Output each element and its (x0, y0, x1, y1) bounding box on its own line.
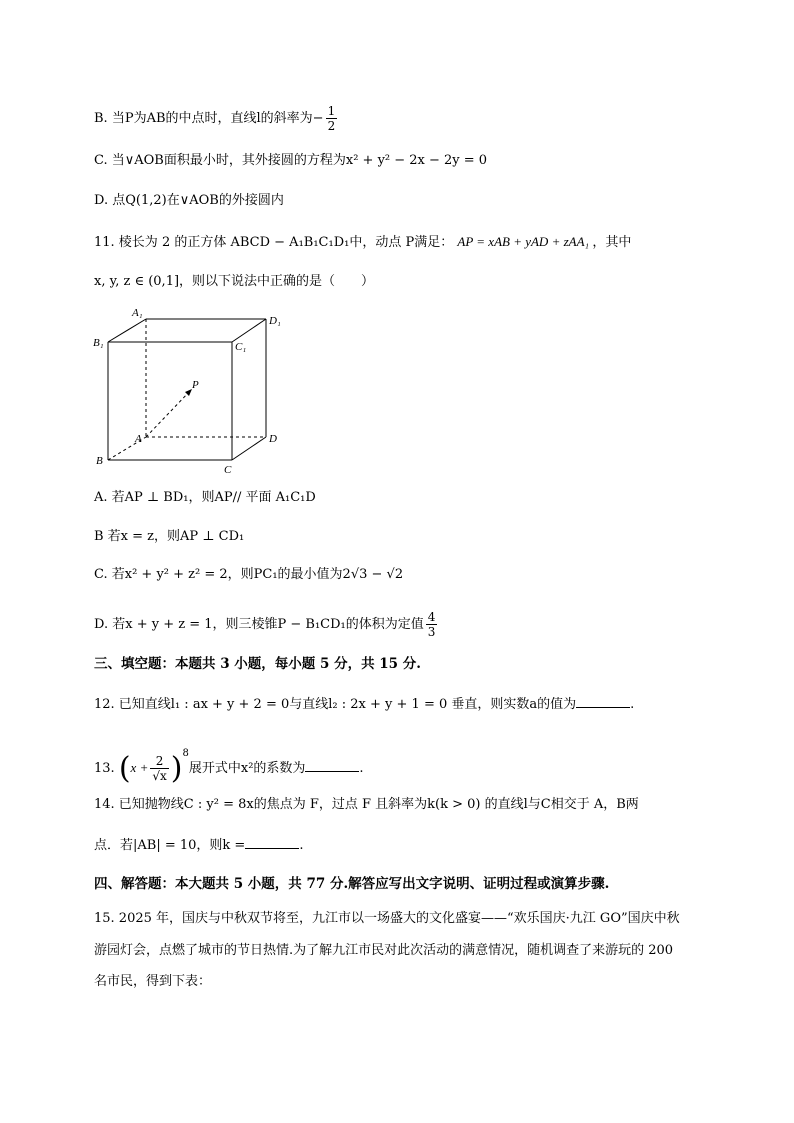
question-11-line-1 (94, 233, 631, 252)
q13-text: 展开式中x²的系数为 (188, 761, 306, 776)
q13-right-paren: ) (170, 750, 183, 786)
section-3-heading: 三、填空题：本题共 3 小题，每小题 5 分，共 15 分. (94, 656, 421, 672)
q13-left-paren: ( (118, 750, 131, 786)
frac-denominator: 2 (327, 119, 336, 133)
label-c: C (224, 464, 232, 476)
question-14-line-2 (94, 836, 303, 855)
label-b1: B₁ (93, 337, 104, 349)
option-b-sign: − (312, 111, 324, 126)
question-13 (94, 737, 364, 786)
frac-numerator: 1 (327, 104, 336, 118)
q13-x-plus: x + (130, 760, 149, 775)
q11-option-d-fraction (426, 610, 438, 639)
q11-option-b: B 若x = z，则AP ⊥ CD₁ (94, 529, 245, 544)
edge-c-d (232, 437, 266, 460)
option-d: D. 点Q(1,2)在∨AOB的外接圆内 (94, 193, 284, 208)
q11-option-a: A. 若AP ⊥ BD₁，则AP// 平面 A₁C₁D (94, 490, 316, 505)
q12-answer-blank (576, 695, 630, 708)
edge-b1-a1 (108, 319, 146, 342)
q11-vector-equation (457, 234, 592, 249)
question-11-line-2: x, y, z ∈ (0,1]，则以下说法中正确的是（ ） (94, 274, 375, 289)
q11-option-d-text: D. 若x + y + z = 1，则三棱锥P − B₁CD₁的体积为定值 (94, 617, 424, 632)
edge-c1-d1 (232, 319, 266, 342)
frac-numerator: 4 (427, 610, 436, 624)
frac-denominator: 3 (427, 625, 436, 639)
option-b (94, 104, 339, 133)
q13-end: . (359, 761, 364, 776)
cube-figure (88, 304, 288, 476)
label-a: A (135, 433, 142, 445)
label-d: D (269, 433, 277, 445)
question-15-line-3: 名市民，得到下表： (94, 974, 212, 989)
label-a1: A₁ (132, 307, 143, 319)
option-b-fraction (326, 104, 338, 133)
q11-stem-end: ，其中 (592, 235, 632, 250)
option-b-text: B. 当P为AB的中点时，直线l的斜率为 (94, 111, 313, 126)
q11-option-d (94, 610, 439, 639)
question-14-line-1: 14. 已知抛物线C : y² = 8x的焦点为 F，过点 F 且斜率为k(k > 0) 的直线l与C相交于 A，B两 (94, 797, 639, 812)
frac-numerator: 2 (150, 754, 168, 769)
q14-answer-blank (245, 836, 299, 849)
label-b: B (96, 455, 103, 467)
q13-fraction (150, 754, 168, 783)
label-c1: C₁ (235, 341, 247, 353)
vector-expression: AP = xAB + yAD + zAA₁ (457, 234, 590, 249)
question-15-line-1: 15. 2025 年，国庆与中秋双节将至，九江市以一场盛大的文化盛宴——“欢乐国庆·九江 GO”国庆中秋 (94, 911, 680, 926)
q14-text: 点．若|AB| = 10，则k = (94, 838, 246, 853)
q11-option-c: C. 若x² + y² + z² = 2，则PC₁的最小值为2√3 − √2 (94, 567, 404, 582)
option-c: C. 当∨AOB面积最小时，其外接圆的方程为x² + y² − 2x − 2y = 0 (94, 153, 488, 168)
q12-text: 12. 已知直线l₁ : ax + y + 2 = 0与直线l₂ : 2x + y + 1 = 0 垂直，则实数a的值为 (94, 697, 577, 712)
label-d1: D₁ (269, 315, 281, 327)
vector-ap (146, 391, 190, 437)
q11-stem: 11. 棱长为 2 的正方体 ABCD − A₁B₁C₁D₁中，动点 P满足： (94, 235, 454, 250)
vector-ap-arrowhead (185, 389, 192, 396)
q13-answer-blank (305, 759, 359, 772)
q12-end: . (630, 697, 635, 712)
q13-number: 13. (94, 761, 115, 776)
q13-exponent: 8 (182, 748, 189, 759)
section-4-heading: 四、解答题：本大题共 5 小题，共 77 分.解答应写出文字说明、证明过程或演算步骤. (94, 876, 610, 892)
label-p: P (192, 379, 199, 391)
frac-denominator: √x (152, 769, 167, 783)
q14-end: . (299, 838, 304, 853)
question-12 (94, 695, 634, 714)
question-15-line-2: 游园灯会，点燃了城市的节日热情.为了解九江市民对此次活动的满意情况，随机调查了来游玩的 200 (94, 943, 674, 958)
